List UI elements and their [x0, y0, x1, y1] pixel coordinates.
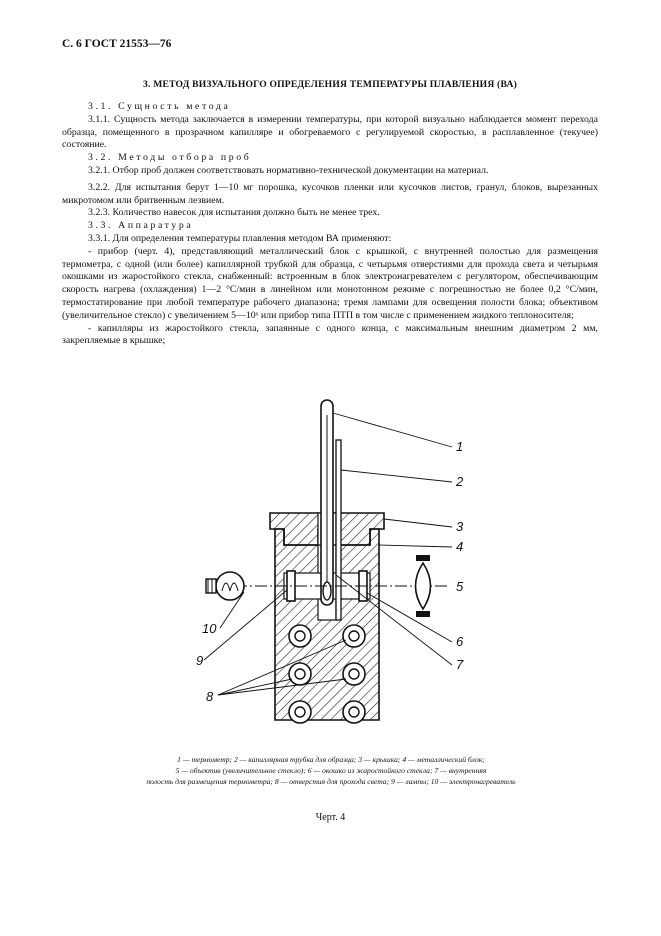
- label-2: 2: [456, 474, 464, 489]
- label-7: 7: [456, 657, 464, 672]
- thermometer: [321, 400, 333, 605]
- capillary-tube: [336, 440, 341, 620]
- apparatus-drawing: [160, 395, 500, 745]
- label-6: 6: [456, 634, 464, 649]
- caption-line-1: 1 — термометр; 2 — капиллярная трубка для образца; 3 — крышка; 4 — металлический блок;: [177, 755, 485, 764]
- label-5: 5: [456, 579, 464, 594]
- paragraph-3-1-1: 3.1.1. Сущность метода заключается в измерении температуры, при которой визуально наблюдается момент перехода образца, помещенного в прозрачном капилляре и обогреваемого с регулируемой скоростью, в расплавленное (текучее) состояние.: [62, 113, 598, 151]
- paragraph-3-2: 3.2. Методы отбора проб: [88, 152, 252, 164]
- lamp: [206, 572, 244, 600]
- page-header: С. 6 ГОСТ 21553—76: [62, 38, 172, 50]
- label-3: 3: [456, 519, 464, 534]
- caption-line-2: 5 — объектив (увеличительное стекло); 6 — окошко из жаростойкого стекла; 7 — внутренняя: [175, 766, 487, 775]
- body-text: [62, 101, 598, 348]
- figure-caption: [96, 754, 566, 787]
- paragraph-3-3: 3.3. Аппаратура: [88, 220, 194, 232]
- paragraph-3-1: 3.1. Сущность метода: [88, 101, 231, 112]
- label-1: 1: [456, 439, 464, 454]
- label-8: 8: [206, 689, 214, 704]
- paragraph-3-2-2: 3.2.2. Для испытания берут 1—10 мг порошка, кусочков пленки или кусочков листов, гранул, блоков, вырезанных микротомом или бритвенным лезвием.: [62, 181, 598, 206]
- list-item-apparatus: - прибор (черт. 4), представляющий металлический блок с крышкой, с внутренней полостью для размещения термометра, с одной (или более) капиллярной трубкой для образца, с четырьмя отверстиями для прохода света и четырьмя окошками из жаростойкого стекла, снабженный: встроенным в блок электронагревателем с регулятором, обеспечивающим скорость нагрева (охлаждения) 1—2 °С/мин в линейном или монотонном режиме с погрешностью не более 0,2 °С/мин, термостатирование при любой температуре рабочего диапазона; тремя лампами для освещения полости блока; объективом (увеличительное стекло) с увеличением 5—10ˣ или прибор типа ПТП в том числе с применением жидкого теплоносителя;: [62, 245, 598, 321]
- label-9: 9: [196, 653, 204, 668]
- label-4: 4: [456, 539, 464, 554]
- figure-label: Черт. 4: [315, 812, 346, 823]
- paragraph-3-2-3: 3.2.3. Количество навесок для испытания должно быть не менее трех.: [88, 207, 380, 219]
- section-title: 3. МЕТОД ВИЗУАЛЬНОГО ОПРЕДЕЛЕНИЯ ТЕМПЕРАТУРЫ ПЛАВЛЕНИЯ (ВА): [143, 79, 517, 90]
- paragraph-3-2-1: 3.2.1. Отбор проб должен соответствовать нормативно-технической документации на материал.: [88, 164, 489, 176]
- paragraph-3-3-1: 3.3.1. Для определения температуры плавления методом ВА применяют:: [88, 232, 392, 244]
- label-10: 10: [202, 621, 217, 636]
- list-item-capillaries: - капилляры из жаростойкого стекла, запаянные с одного конца, с максимальным внешним диаметром 2 мм, закрепляемые в крышке;: [62, 322, 598, 347]
- lens: [416, 555, 431, 617]
- caption-line-3: полость для размещения термометра; 8 — отверстия для прохода света; 9 — лампы; 10 — электронагреватель: [146, 777, 516, 786]
